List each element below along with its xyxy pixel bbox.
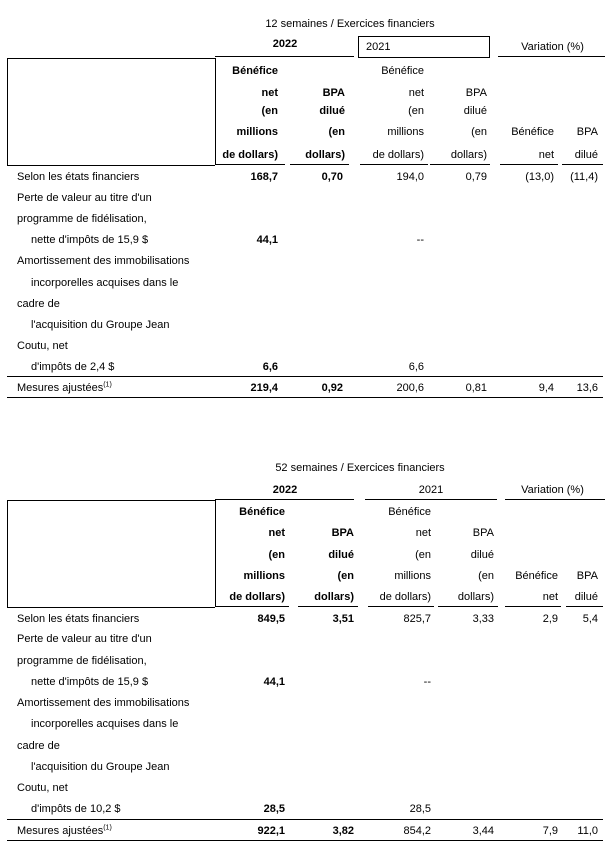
rule [562, 164, 603, 165]
cell-ni-prior: 28,5 [409, 803, 431, 815]
col-header-eps-current: (en [328, 126, 345, 138]
row-label: programme de fidélisation, [17, 655, 147, 667]
col-header-eps-current: dollars) [314, 591, 354, 603]
cell-eps-prior: 0,79 [465, 171, 487, 183]
col-header-ni-prior: (en [415, 549, 431, 561]
cell-eps-prior: 0,81 [465, 382, 487, 394]
row-label: Selon les états financiers [17, 171, 140, 183]
row-label: d'impôts de 2,4 $ [31, 361, 115, 373]
row-label: cadre de [17, 298, 60, 310]
col-header-eps-prior: dilué [470, 549, 494, 561]
rule [215, 164, 285, 165]
rule [7, 607, 215, 608]
rule [7, 500, 8, 607]
col-header-ni-prior: Bénéfice [388, 506, 431, 518]
cell-eps-current: 0,70 [321, 171, 343, 183]
col-header-ni-prior: (en [408, 105, 424, 117]
row-label: Mesures ajustées$^{(1)}$ [17, 824, 112, 837]
row-label: Perte de valeur au titre d'un [17, 192, 152, 204]
row-label: cadre de [17, 740, 60, 752]
col-header-ni-current: Bénéfice [239, 506, 285, 518]
rule [7, 165, 215, 166]
col-header-eps-current: dilué [319, 105, 345, 117]
rule [215, 499, 354, 500]
col-header-var-ni: Bénéfice [511, 126, 554, 138]
rule [365, 499, 497, 500]
year-current-header: 2022 [272, 38, 298, 50]
cell-eps-current: 3,51 [332, 613, 354, 625]
col-header-ni-current: millions [243, 570, 285, 582]
row-label: incorporelles acquises dans le [31, 718, 179, 730]
cell-ni-prior: 6,6 [408, 361, 424, 373]
rule [7, 397, 603, 398]
cell-var-ni: 2,9 [542, 613, 558, 625]
cell-ni-current: 168,7 [250, 171, 278, 183]
rule [215, 606, 289, 607]
col-header-eps-prior: dollars) [450, 149, 487, 161]
col-header-eps-current: BPA [322, 87, 345, 99]
cell-var-ni: (13,0) [525, 171, 554, 183]
cell-var-eps: 5,4 [582, 613, 598, 625]
col-header-var-eps: dilué [574, 591, 598, 603]
col-header-var-ni: net [542, 591, 558, 603]
col-header-eps-prior: dilué [463, 105, 487, 117]
rule [7, 376, 603, 377]
cell-eps-current: 0,92 [321, 382, 343, 394]
col-header-ni-prior: Bénéfice [381, 65, 424, 77]
row-label: Amortissement des immobilisations [17, 255, 190, 267]
rule [500, 164, 558, 165]
rule [566, 606, 603, 607]
cell-ni-current: 6,6 [262, 361, 278, 373]
row-label: incorporelles acquises dans le [31, 277, 179, 289]
cell-var-ni: 7,9 [542, 825, 558, 837]
rule [215, 500, 216, 607]
cell-var-eps: (11,4) [570, 171, 598, 183]
cell-ni-current: 28,5 [263, 803, 285, 815]
col-header-eps-prior: (en [471, 126, 487, 138]
col-header-ni-current: de dollars) [229, 591, 285, 603]
cell-ni-current: 219,4 [250, 382, 278, 394]
row-label: nette d'impôts de 15,9 $ [31, 676, 149, 688]
cell-eps-prior: 3,33 [472, 613, 494, 625]
col-header-ni-prior: net [415, 527, 431, 539]
col-header-eps-prior: BPA [472, 527, 494, 539]
footnote-marker: (1) [103, 381, 112, 389]
cell-var-eps: 11,0 [577, 825, 598, 837]
row-label: l'acquisition du Groupe Jean [31, 319, 170, 331]
cell-ni-prior: 200,6 [396, 382, 424, 394]
rule [498, 56, 605, 57]
row-label: nette d'impôts de 15,9 $ [31, 234, 149, 246]
rule [7, 819, 603, 820]
row-label: l'acquisition du Groupe Jean [31, 761, 170, 773]
col-header-var-eps: dilué [574, 149, 598, 161]
rule [7, 58, 8, 165]
row-label: Selon les états financiers [17, 613, 140, 625]
year-prior-header: 2021 [418, 484, 444, 496]
col-header-ni-current: Bénéfice [232, 65, 278, 77]
footnote-marker: (1) [103, 824, 112, 832]
col-header-eps-current: dollars) [305, 149, 345, 161]
variation-header: Variation (%) [521, 484, 584, 496]
variation-header: Variation (%) [521, 41, 584, 53]
rule [215, 56, 354, 57]
col-header-ni-prior: de dollars) [379, 591, 431, 603]
col-header-var-ni: net [538, 149, 554, 161]
rule [505, 499, 605, 500]
col-header-ni-current: net [261, 87, 278, 99]
cell-ni-current: 849,5 [257, 613, 285, 625]
cell-ni-prior: 854,2 [403, 825, 431, 837]
row-label: Mesures ajustées$^{(1)}$ [17, 381, 112, 394]
cell-ni-prior: 194,0 [396, 171, 424, 183]
rule [360, 164, 428, 165]
col-header-var-ni: Bénéfice [515, 570, 558, 582]
col-header-ni-current: net [268, 527, 285, 539]
cell-ni-current: 44,1 [263, 676, 285, 688]
period-title: 52 semaines / Exercices financiers [275, 462, 445, 474]
col-header-eps-current: dilué [328, 549, 354, 561]
col-header-var-eps: BPA [576, 570, 598, 582]
rule [7, 840, 603, 841]
rule [7, 58, 215, 59]
col-header-ni-prior: millions [394, 570, 431, 582]
cell-var-ni: 9,4 [538, 382, 554, 394]
row-label: Amortissement des immobilisations [17, 697, 190, 709]
row-label: Coutu, net [17, 782, 68, 794]
col-header-ni-prior: net [408, 87, 424, 99]
col-header-var-eps: BPA [576, 126, 598, 138]
row-label: Coutu, net [17, 340, 68, 352]
row-label: Perte de valeur au titre d'un [17, 633, 152, 645]
year-current-header: 2022 [272, 484, 298, 496]
col-header-ni-prior: millions [387, 126, 424, 138]
rule [298, 606, 358, 607]
col-header-ni-current: de dollars) [222, 149, 278, 161]
rule [7, 500, 215, 501]
rule [505, 606, 561, 607]
rule [368, 606, 434, 607]
col-header-ni-prior: de dollars) [372, 149, 424, 161]
cell-var-eps: 13,6 [576, 382, 598, 394]
year-prior-header: 2021 [366, 41, 391, 53]
col-header-eps-current: BPA [331, 527, 354, 539]
rule [430, 164, 490, 165]
col-header-eps-current: (en [337, 570, 354, 582]
col-header-ni-current: (en [268, 549, 285, 561]
cell-eps-prior: 3,44 [472, 825, 494, 837]
col-header-eps-prior: BPA [465, 87, 487, 99]
cell-ni-current: 44,1 [256, 234, 278, 246]
cell-ni-current: 922,1 [257, 825, 285, 837]
row-label: d'impôts de 10,2 $ [31, 803, 121, 815]
cell-eps-current: 3,82 [332, 825, 354, 837]
col-header-eps-prior: (en [478, 570, 494, 582]
rule [290, 164, 349, 165]
col-header-ni-current: millions [236, 126, 278, 138]
rule [438, 606, 498, 607]
cell-ni-prior: 825,7 [403, 613, 431, 625]
cell-ni-prior: -- [416, 234, 424, 246]
period-title: 12 semaines / Exercices financiers [265, 18, 435, 30]
row-label: programme de fidélisation, [17, 213, 147, 225]
col-header-ni-current: (en [261, 105, 278, 117]
cell-ni-prior: -- [423, 676, 431, 688]
col-header-eps-prior: dollars) [457, 591, 494, 603]
